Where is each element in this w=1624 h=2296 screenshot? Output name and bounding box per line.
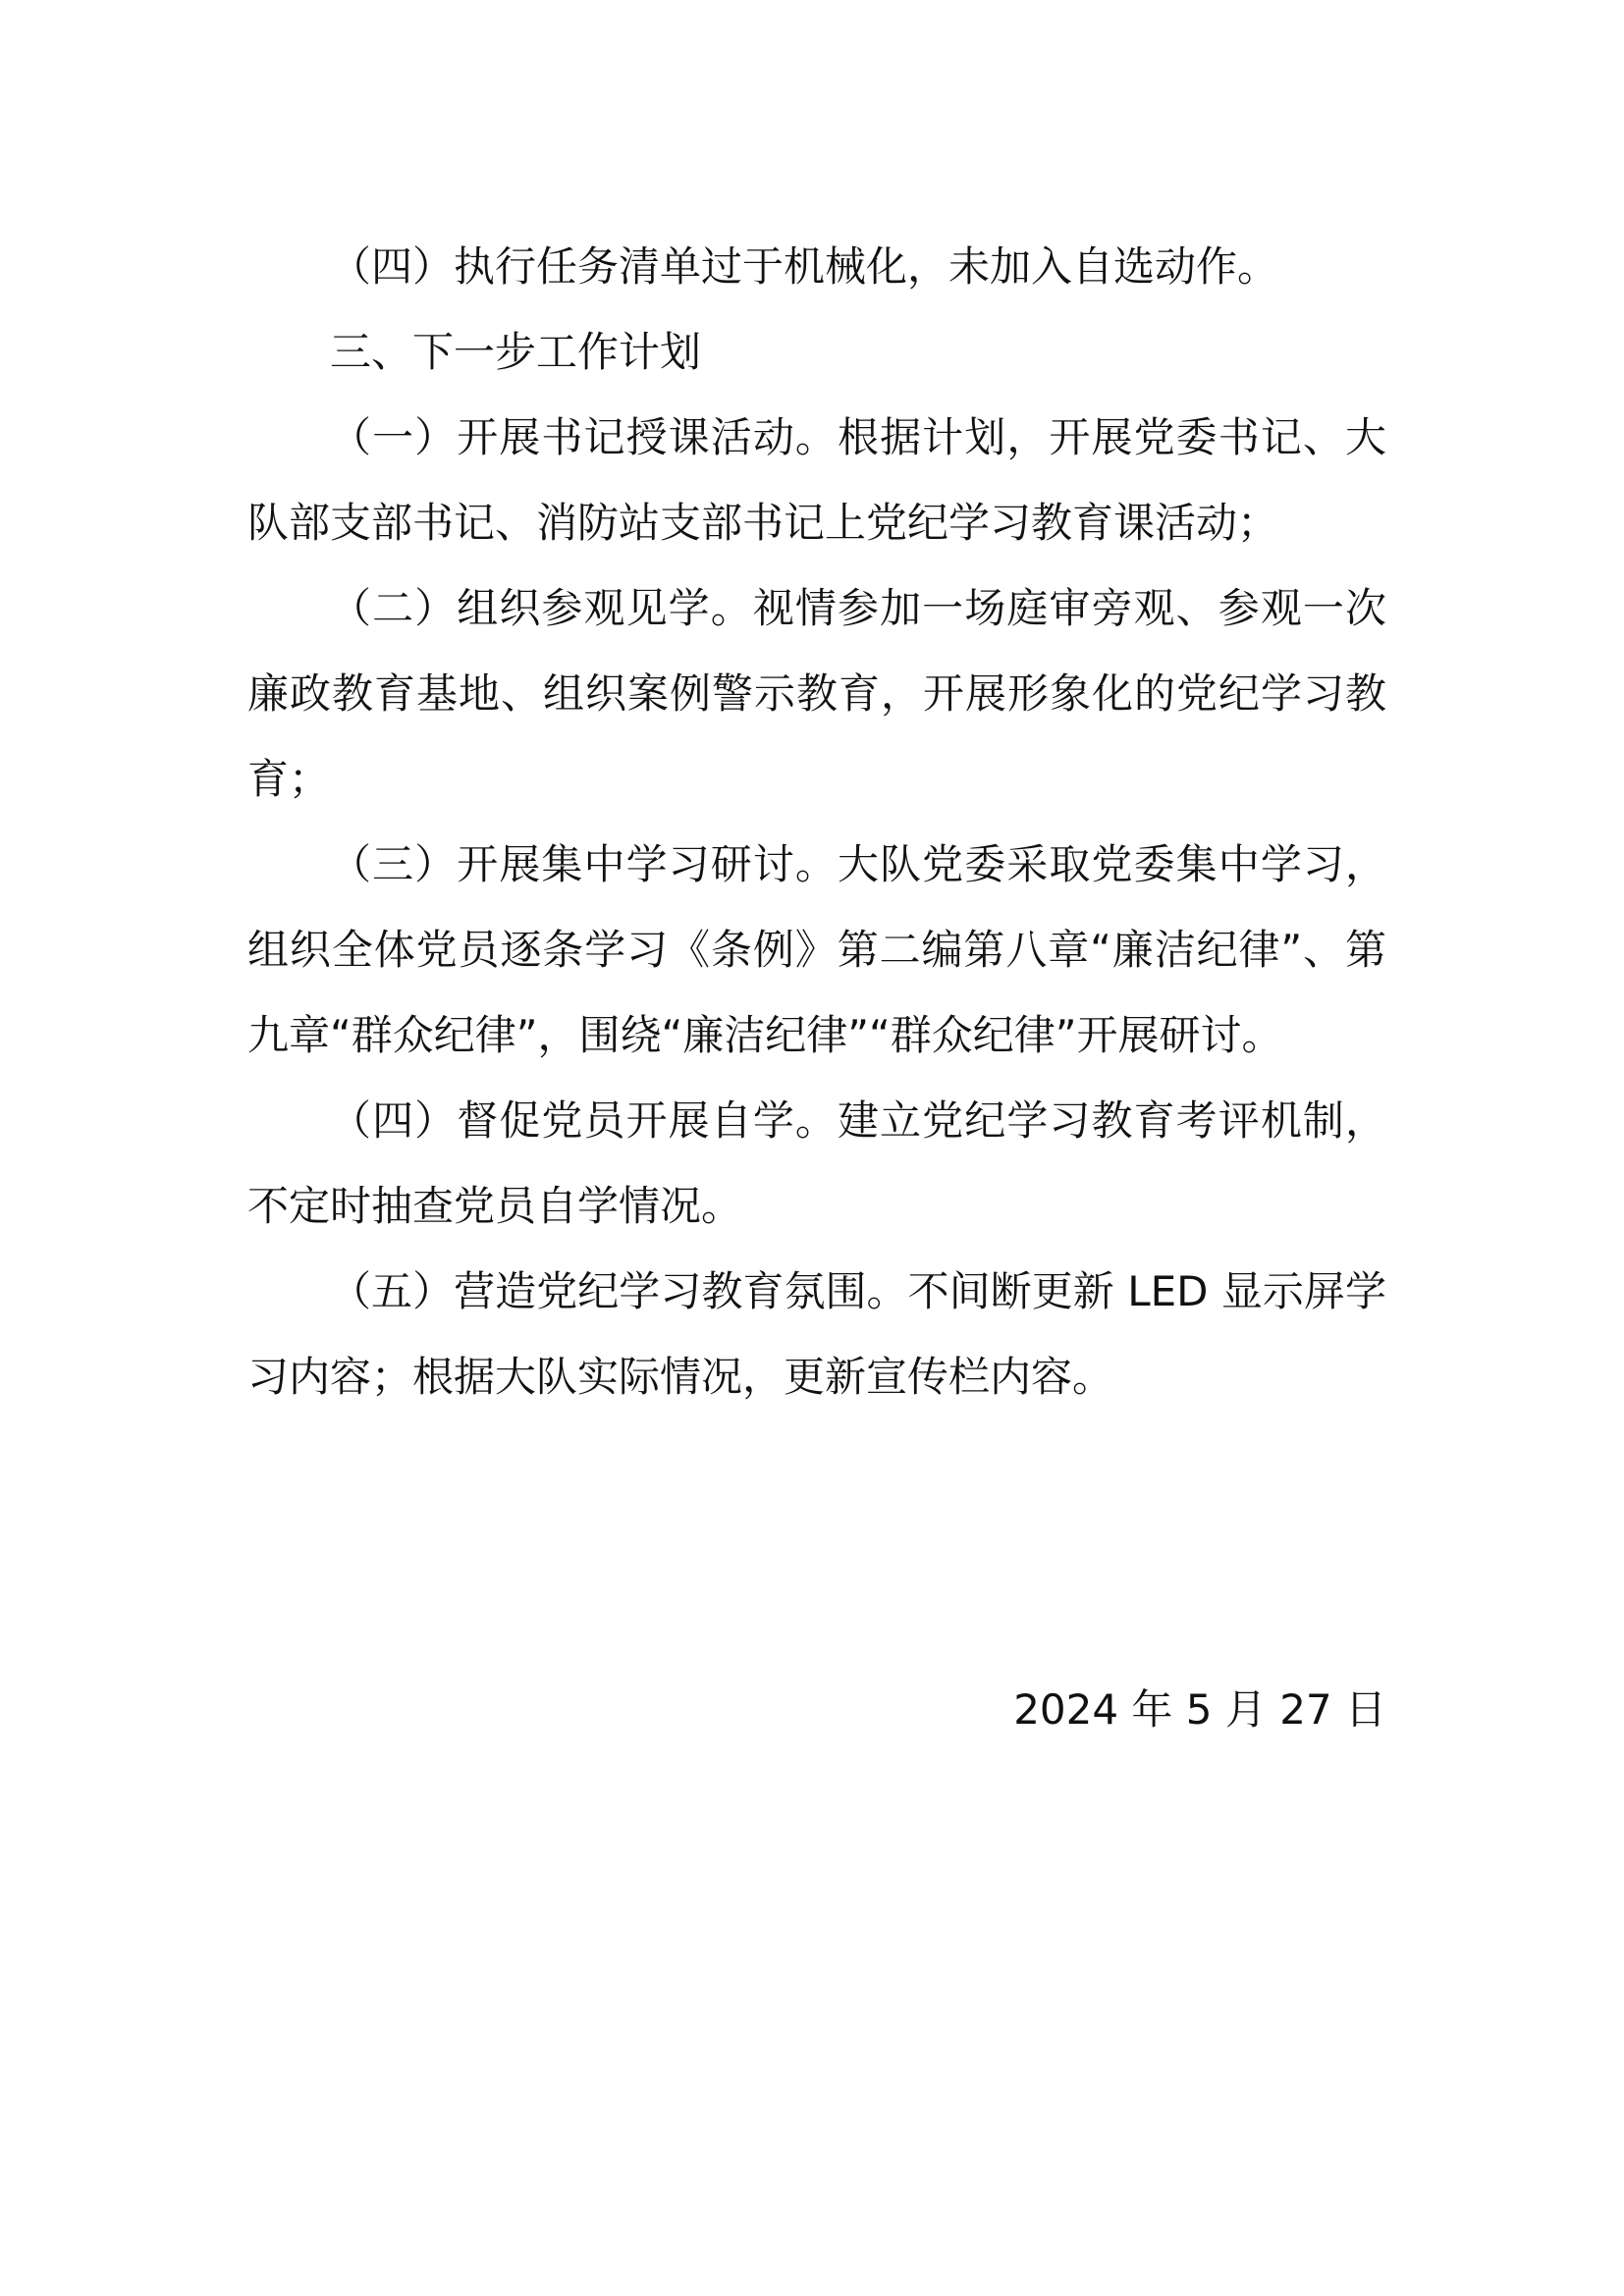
paragraph-plan-four: （四）督促党员开展自学。建立党纪学习教育考评机制，不定时抽查党员自学情况。: [247, 1096, 1386, 1230]
paragraph-plan-one: （一）开展书记授课活动。根据计划，开展党委书记、大队部支部书记、消防站支部书记上党纪学习教育课活动；: [247, 413, 1386, 547]
paragraph-plan-three: （三）开展集中学习研讨。大队党委采取党委集中学习，组织全体党员逐条学习《条例》第二编第八章“廉洁纪律”、第九章“群众纪律”，围绕“廉洁纪律”“群众纪律”开展研讨。: [247, 840, 1386, 1059]
document-body: [247, 224, 1386, 1419]
section-heading-next-steps: 三、下一步工作计划: [330, 328, 702, 376]
document-date: 2024 年 5 月 27 日: [1013, 1685, 1386, 1734]
paragraph-plan-five: （五）营造党纪学习教育氛围。不间断更新 LED 显示屏学习内容；根据大队实际情况，更新宣传栏内容。: [247, 1267, 1386, 1401]
paragraph-issue-four: （四）执行任务清单过于机械化，未加入自选动作。: [330, 242, 1279, 291]
paragraph-plan-two: （二）组织参观见学。视情参加一场庭审旁观、参观一次廉政教育基地、组织案例警示教育，开展形象化的党纪学习教育；: [247, 584, 1386, 803]
